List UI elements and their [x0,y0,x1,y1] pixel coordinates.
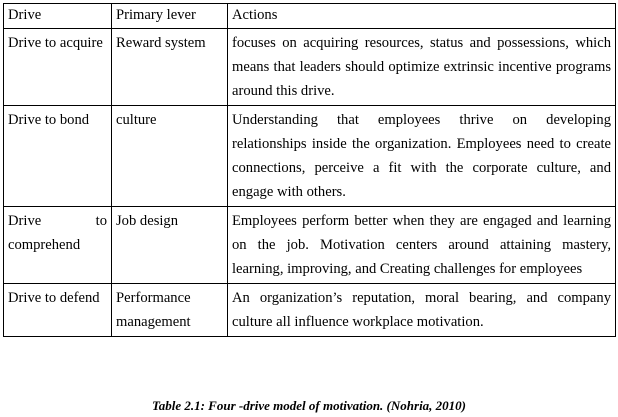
lever-cell: Reward system [112,29,228,106]
header-drive: Drive [4,4,112,29]
actions-cell: focuses on acquiring resources, status and possessions, which means that leaders should optimize extrinsic incentive programs around this drive. [228,29,616,106]
table-row [4,29,616,106]
actions-cell: An organization’s reputation, moral bearing, and company culture all influence workplace motivation. [228,284,616,337]
header-primary-lever: Primary lever [112,4,228,29]
lever-cell: Job design [112,207,228,284]
actions-cell: Understanding that employees thrive on developing relationships inside the organization. Employees need to create connections, perceive a fit with the corporate culture, and engage with others. [228,106,616,207]
table-caption: Table 2.1: Four -drive model of motivation. (Nohria, 2010) [151,398,467,413]
drive-cell: Drive to bond [4,106,112,207]
table-row [4,207,616,284]
header-actions: Actions [228,4,616,29]
lever-cell: culture [112,106,228,207]
actions-cell: Employees perform better when they are engaged and learning on the job. Motivation centers around attaining mastery, learning, improving, and Creating challenges for employees [228,207,616,284]
table-row [4,284,616,337]
table-header-row [4,4,616,29]
drive-cell: Drive to defend [4,284,112,337]
table-row [4,106,616,207]
motivation-table [3,3,616,337]
lever-cell: Performance management [112,284,228,337]
drive-cell: Drive to comprehend [4,207,112,284]
drive-cell: Drive to acquire [4,29,112,106]
